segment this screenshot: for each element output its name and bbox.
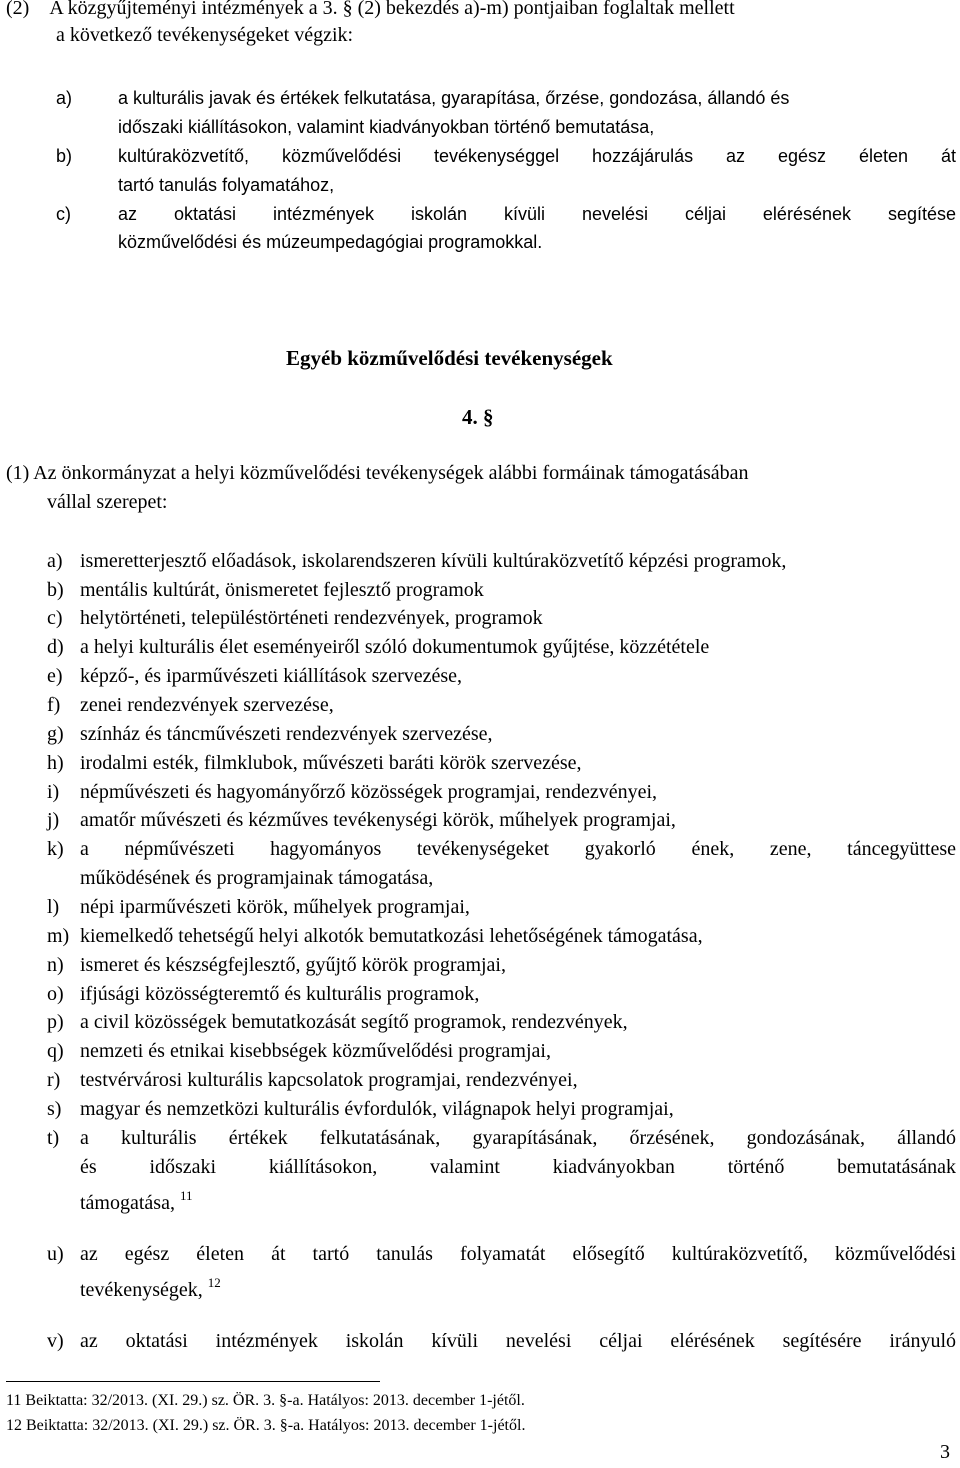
list-label: m) xyxy=(47,925,70,947)
list-item-text: nemzeti és etnikai kisebbségek közművelődési programjai, xyxy=(80,1040,551,1062)
list-item-text: ismeret és készségfejlesztő, gyűjtő körök programjai, xyxy=(80,954,506,976)
item-a-line-2: időszaki kiállításokon, valamint kiadványokban történő bemutatása, xyxy=(118,117,655,137)
list-item-text-end: tevékenységek, xyxy=(80,1279,203,1301)
footnote-ref-11[interactable]: 11 xyxy=(179,1188,193,1203)
footnote-separator xyxy=(6,1381,380,1382)
list-item-text: mentális kultúrát, önismeretet fejlesztő programok xyxy=(80,579,484,601)
item-c-line-1: az oktatási intézmények iskolán kívüli nevelési céljai elérésének segítése xyxy=(118,204,956,224)
item-c-line-2: közművelődési és múzeumpedagógiai programokkal. xyxy=(118,232,543,252)
list-label: i) xyxy=(47,781,60,803)
list-item-text: magyar és nemzetközi kulturális évfordulók, világnapok helyi programjai, xyxy=(80,1098,674,1120)
para1-line-1: (1) Az önkormányzat a helyi közművelődési tevékenységek alábbi formáinak támogatásában xyxy=(6,462,749,484)
list-item-text: a civil közösségek bemutatkozását segítő programok, rendezvények, xyxy=(80,1011,628,1033)
list-item-text: kiemelkedő tehetségű helyi alkotók bemutatkozási lehetőségének támogatása, xyxy=(80,925,703,947)
item-label: a) xyxy=(56,88,73,108)
item-b-line-2: tartó tanulás folyamatához, xyxy=(118,175,335,195)
item-b-line-1: kultúraközvetítő, közművelődési tevékenységgel hozzájárulás az egész életen át xyxy=(118,146,956,166)
list-item-text: népművészeti és hagyományőrző közösségek programjai, rendezvényei, xyxy=(80,781,658,803)
list-label: l) xyxy=(47,896,60,918)
list-label: c) xyxy=(47,607,63,629)
list-item-text-cont xyxy=(80,1184,193,1215)
list-label: r) xyxy=(47,1069,61,1091)
list-item-text: irodalmi esték, filmklubok, művészeti baráti körök szervezése, xyxy=(80,752,582,774)
list-item-text: zenei rendezvények szervezése, xyxy=(80,694,334,716)
list-label: p) xyxy=(47,1011,64,1033)
list-item-text: amatőr művészeti és kézműves tevékenységi körök, műhelyek programjai, xyxy=(80,809,676,831)
item-label: c) xyxy=(56,204,71,224)
list-item-text: az oktatási intézmények iskolán kívüli nevelési céljai elérésének segítésére irányuló xyxy=(80,1330,956,1352)
list-label: t) xyxy=(47,1127,60,1149)
list-label: k) xyxy=(47,838,64,860)
list-item-text: a népművészeti hagyományos tevékenységeket gyakorló ének, zene, táncegyüttese xyxy=(80,838,956,860)
list-label: g) xyxy=(47,723,64,745)
footnote-12: 12 Beiktatta: 32/2013. (XI. 29.) sz. ÖR. 3. §-a. Hatályos: 2013. december 1-jétől. xyxy=(6,1417,526,1434)
intro-line-1: (2) A közgyűjteményi intézmények a 3. § (2) bekezdés a)-m) pontjaiban foglaltak mellett xyxy=(6,0,735,19)
item-a-line-1: a kulturális javak és értékek felkutatása, gyarapítása, őrzése, gondozása, állandó és xyxy=(118,88,790,108)
list-label: q) xyxy=(47,1040,64,1062)
list-item-text: színház és táncművészeti rendezvények szervezése, xyxy=(80,723,493,745)
list-item-text: ismeretterjesztő előadások, iskolarendszeren kívüli kultúraközvetítő képzési programok, xyxy=(80,550,787,572)
list-item-text: ifjúsági közösségteremtő és kulturális programok, xyxy=(80,983,480,1005)
list-label: b) xyxy=(47,579,64,601)
list-item-text: helytörténeti, településtörténeti rendezvények, programok xyxy=(80,607,543,629)
section-number: 4. § xyxy=(462,405,494,429)
list-item-text: az egész életen át tartó tanulás folyamatát elősegítő kultúraközvetítő, közművelődési xyxy=(80,1243,956,1265)
page-number: 3 xyxy=(940,1441,950,1463)
list-item-text: a kulturális értékek felkutatásának, gyarapításának, őrzésének, gondozásának, állandó xyxy=(80,1127,956,1149)
list-label: n) xyxy=(47,954,64,976)
intro-line-2: a következő tevékenységeket végzik: xyxy=(56,24,354,46)
list-label: h) xyxy=(47,752,64,774)
list-label: d) xyxy=(47,636,64,658)
item-label: b) xyxy=(56,146,73,166)
list-item-text: népi iparművészeti körök, műhelyek programjai, xyxy=(80,896,470,918)
list-item-text: képző-, és iparművészeti kiállítások szervezése, xyxy=(80,665,463,687)
list-item-text: testvérvárosi kulturális kapcsolatok programjai, rendezvényei, xyxy=(80,1069,578,1091)
list-item-text-cont xyxy=(80,1271,221,1302)
list-label: a) xyxy=(47,550,63,572)
para1-line-2: vállal szerepet: xyxy=(47,491,168,513)
list-label: e) xyxy=(47,665,63,687)
list-label: o) xyxy=(47,983,64,1005)
section-heading: Egyéb közművelődési tevékenységek xyxy=(286,346,613,370)
list-item-text-cont: és időszaki kiállításokon, valamint kiadványokban történő bemutatásának xyxy=(80,1156,956,1178)
list-label: f) xyxy=(47,694,61,716)
footnote-ref-12[interactable]: 12 xyxy=(207,1275,221,1290)
list-item-text-end: támogatása, xyxy=(80,1192,175,1214)
list-item-text: a helyi kulturális élet eseményeiről szóló dokumentumok gyűjtése, közzététele xyxy=(80,636,710,658)
footnote-11: 11 Beiktatta: 32/2013. (XI. 29.) sz. ÖR. 3. §-a. Hatályos: 2013. december 1-jétől. xyxy=(6,1392,525,1409)
list-label: v) xyxy=(47,1330,64,1352)
list-label: s) xyxy=(47,1098,62,1120)
list-label: j) xyxy=(47,809,60,831)
list-item-text-cont: működésének és programjainak támogatása, xyxy=(80,867,434,889)
list-label: u) xyxy=(47,1243,64,1265)
